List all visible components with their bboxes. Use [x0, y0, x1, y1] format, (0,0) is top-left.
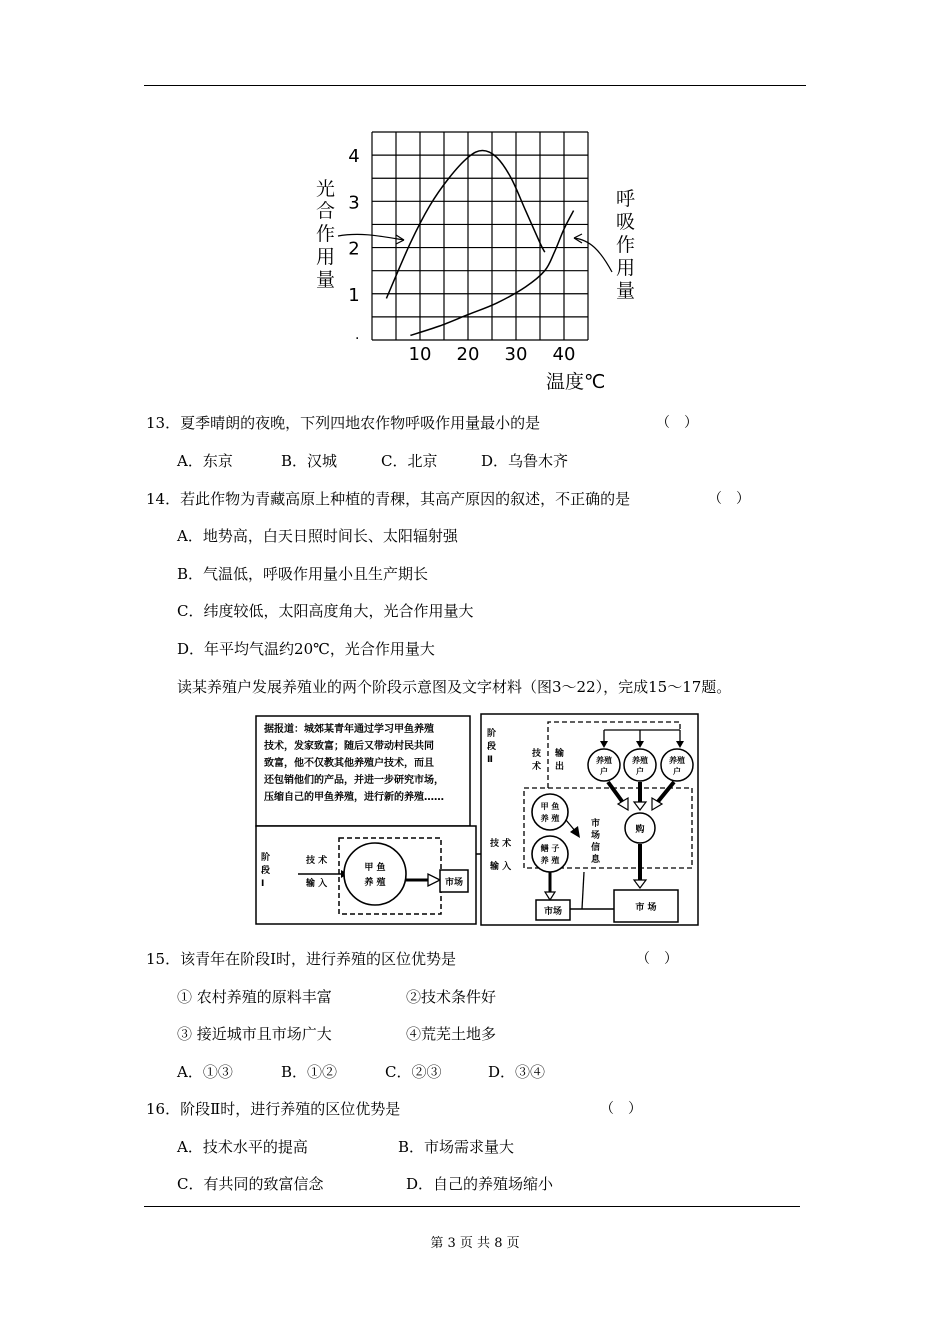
q16-answer-paren: （ ）	[600, 1101, 642, 1117]
y-tick-label: 1	[348, 284, 360, 306]
farmer-circle-1	[588, 749, 620, 781]
svg-text:技: 技	[532, 749, 542, 759]
svg-text:鳝 子: 鳝 子	[540, 844, 560, 853]
svg-text:用: 用	[616, 257, 636, 279]
footer-rule	[144, 1206, 800, 1207]
q15-stem: 15．该青年在阶段Ⅰ时，进行养殖的区位优势是	[146, 950, 457, 968]
svg-text:吸: 吸	[616, 211, 636, 233]
svg-text:术: 术	[532, 762, 542, 772]
svg-text:量: 量	[316, 269, 336, 291]
svg-text:养 殖: 养 殖	[364, 878, 386, 888]
svg-text:户: 户	[600, 767, 608, 776]
turtle-farm-circle	[532, 794, 568, 830]
svg-text:息: 息	[591, 855, 601, 865]
chart-grid	[372, 132, 588, 340]
x-axis-label: 温度℃	[546, 371, 606, 393]
svg-text:养殖: 养殖	[596, 756, 612, 765]
q16-option-d: D．自己的养殖场缩小	[406, 1175, 554, 1193]
q15-item-2: ②技术条件好	[406, 988, 497, 1006]
svg-text:信: 信	[591, 843, 601, 853]
intro-text: 读某养殖户发展养殖业的两个阶段示意图及文字材料（图3～22），完成15～17题。	[177, 678, 732, 696]
svg-text:呼: 呼	[616, 188, 636, 210]
svg-text:Ⅰ: Ⅰ	[261, 879, 265, 889]
svg-text:出: 出	[555, 762, 565, 772]
y-tick-label: 3	[348, 192, 360, 214]
svg-text:户: 户	[636, 767, 644, 776]
svg-text:光: 光	[316, 178, 336, 200]
svg-text:购: 购	[635, 825, 645, 835]
stage-1-turtle-circle	[344, 843, 406, 905]
x-tick-label: 10	[408, 344, 432, 365]
svg-text:技术，发家致富；随后又带动村民共同: 技术，发家致富；随后又带动村民共同	[264, 741, 434, 752]
right-pointer-arrow	[574, 238, 612, 272]
eel-farm-circle	[532, 836, 568, 872]
q16-option-a: A．技术水平的提高	[177, 1138, 308, 1156]
svg-text:量: 量	[616, 280, 636, 302]
svg-text:场: 场	[591, 831, 601, 841]
svg-text:压缩自己的甲鱼养殖，进行新的养殖……: 压缩自己的甲鱼养殖，进行新的养殖……	[264, 792, 444, 803]
svg-text:阶: 阶	[487, 729, 497, 739]
svg-text:养殖: 养殖	[632, 756, 648, 765]
svg-text:段: 段	[487, 742, 497, 752]
x-tick-label: 20	[456, 344, 480, 365]
q13-option-a: A．东京	[177, 452, 233, 470]
q15-option-c: C．②③	[385, 1063, 442, 1081]
svg-text:据报道：城郊某青年通过学习甲鱼养殖: 据报道：城郊某青年通过学习甲鱼养殖	[264, 724, 434, 735]
svg-text:还包销他们的产品，并进一步研究市场，: 还包销他们的产品，并进一步研究市场，	[264, 775, 444, 786]
svg-text:技 术: 技 术	[490, 839, 512, 849]
svg-text:养 殖: 养 殖	[540, 856, 560, 865]
svg-text:市: 市	[591, 819, 601, 829]
x-tick-label: 30	[504, 344, 528, 365]
q14-option-a: A．地势高，白天日照时间长、太阳辐射强	[177, 527, 458, 545]
q15-option-d: D．③④	[488, 1063, 546, 1081]
q13-option-b: B．汉城	[281, 452, 338, 470]
y-axis-right-label	[616, 188, 635, 302]
x-tick-label: 40	[552, 344, 576, 365]
svg-text:用: 用	[316, 246, 336, 268]
origin-mark: ·	[355, 331, 360, 347]
photosynthesis-respiration-chart	[0, 0, 950, 410]
q16-option-c: C．有共同的致富信念	[177, 1175, 324, 1193]
q14-answer-paren: （ ）	[708, 491, 750, 507]
farmer-circle-2	[624, 749, 656, 781]
svg-text:输: 输	[555, 749, 565, 759]
chart-ticks	[348, 146, 575, 365]
svg-text:养 殖: 养 殖	[540, 814, 560, 823]
svg-text:作: 作	[616, 234, 636, 256]
svg-text:市 场: 市 场	[635, 903, 657, 913]
svg-text:致富，他不仅教其他养殖户技术，而且: 致富，他不仅教其他养殖户技术，而且	[264, 758, 434, 769]
q13-stem: 13．夏季晴朗的夜晚，下列四地农作物呼吸作用量最小的是	[146, 414, 541, 432]
q14-option-c: C．纬度较低，太阳高度角大，光合作用量大	[177, 602, 474, 620]
aquaculture-stages-diagram	[0, 708, 950, 938]
svg-text:户: 户	[673, 767, 681, 776]
q13-option-c: C．北京	[381, 452, 438, 470]
y-tick-label: 4	[348, 146, 360, 168]
q13-answer-paren: （ ）	[656, 415, 698, 431]
q15-item-4: ④荒芜土地多	[406, 1025, 497, 1043]
q15-option-b: B．①②	[281, 1063, 338, 1081]
y-tick-label: 2	[348, 238, 360, 260]
q14-option-d: D．年平均气温约20℃，光合作用量大	[177, 640, 435, 658]
q14-option-b: B．气温低，呼吸作用量小且生产期长	[177, 565, 429, 583]
svg-text:合: 合	[316, 200, 336, 222]
svg-text:市场: 市场	[543, 907, 563, 917]
svg-text:甲 鱼: 甲 鱼	[364, 863, 386, 873]
svg-text:输 入: 输 入	[490, 862, 512, 872]
page-footer: 第 3 页 共 8 页	[430, 1236, 520, 1251]
svg-text:甲 鱼: 甲 鱼	[540, 802, 560, 811]
q15-option-a: A．①③	[177, 1063, 233, 1081]
svg-text:阶: 阶	[261, 853, 271, 863]
farmer-circle-3	[661, 749, 693, 781]
svg-text:Ⅱ: Ⅱ	[487, 755, 493, 765]
q16-stem: 16．阶段Ⅱ时，进行养殖的区位优势是	[146, 1100, 401, 1118]
svg-text:作: 作	[316, 223, 336, 245]
svg-text:养殖: 养殖	[669, 756, 685, 765]
q14-stem: 14．若此作物为青藏高原上种植的青稞，其高产原因的叙述，不正确的是	[146, 490, 631, 508]
q15-item-3: ③ 接近城市且市场广大	[177, 1025, 332, 1043]
q15-item-1: ① 农村养殖的原料丰富	[177, 988, 332, 1006]
y-axis-left-label	[316, 178, 335, 291]
q13-option-d: D．乌鲁木齐	[481, 452, 569, 470]
svg-text:市场: 市场	[444, 878, 464, 888]
q15-answer-paren: （ ）	[636, 951, 678, 967]
svg-text:输 入: 输 入	[306, 879, 328, 889]
q16-option-b: B．市场需求量大	[398, 1138, 515, 1156]
svg-text:技 术: 技 术	[306, 856, 328, 866]
svg-text:段: 段	[261, 866, 271, 876]
